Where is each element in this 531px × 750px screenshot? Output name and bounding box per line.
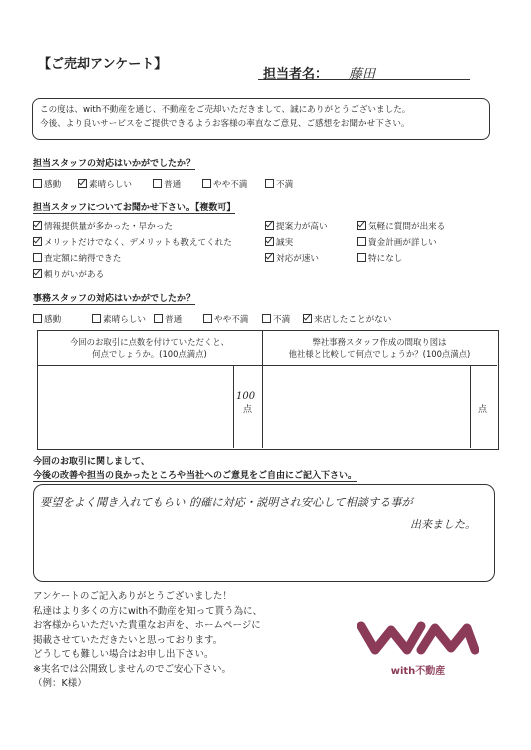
q2-checkbox-3[interactable] bbox=[33, 237, 42, 246]
q1-option-4[interactable]: 不満 bbox=[265, 178, 293, 190]
q4-question-line-1: 今回のお取引に関しまして、 bbox=[33, 457, 150, 467]
q2-option-6[interactable]: 査定額に納得できた bbox=[33, 252, 121, 264]
q4-question bbox=[33, 455, 357, 483]
closing-line-4: 掲載させていただきたいと思っております。 bbox=[33, 634, 223, 646]
comment-answer-line-2: 出来ました。 bbox=[410, 518, 476, 531]
staff-name-value: 藤田 bbox=[349, 67, 376, 82]
q4-question-line-2: 今後の改善や担当の良かったところや当社へのご意見をご自由にご記入下さい。 bbox=[33, 471, 358, 481]
score-right-unit: 点 bbox=[478, 405, 488, 415]
q2-option-4[interactable]: 誠実 bbox=[265, 236, 293, 248]
q3-checkbox-0[interactable] bbox=[33, 314, 42, 323]
q3-option-5[interactable]: 来店したことがない bbox=[303, 313, 391, 325]
q3-checkbox-1[interactable] bbox=[92, 314, 101, 323]
q2-option-5[interactable]: 資金計画が詳しい bbox=[357, 236, 437, 248]
q1-checkbox-1[interactable] bbox=[78, 179, 87, 188]
q2-option-9[interactable]: 頼りがいがある bbox=[33, 268, 104, 280]
q3-checkbox-4[interactable] bbox=[262, 314, 271, 323]
q2-checkbox-5[interactable] bbox=[357, 237, 366, 246]
q1-option-3[interactable]: やや不満 bbox=[202, 178, 247, 190]
q1-question bbox=[33, 156, 195, 169]
q3-option-4[interactable]: 不満 bbox=[262, 313, 290, 325]
q2-checkbox-7[interactable] bbox=[265, 253, 274, 262]
q2-question bbox=[33, 200, 235, 213]
closing-line-1: アンケートのご記入ありがとうございました！ bbox=[33, 591, 232, 602]
score-right-unit-line bbox=[470, 365, 471, 448]
survey-title: 【ご売却アンケート】 bbox=[38, 57, 168, 72]
q1-checkbox-4[interactable] bbox=[265, 179, 274, 188]
q2-checkbox-8[interactable] bbox=[357, 253, 366, 262]
logo-mark-icon bbox=[357, 620, 479, 656]
closing-line-3: お客様からいただいた貴重なお声を、ホームページに bbox=[33, 620, 261, 631]
score-right-header bbox=[262, 336, 497, 360]
q2-question-text: 担当スタッフについてお聞かせ下さい。【複数可】 bbox=[33, 203, 236, 213]
q2-checkbox-6[interactable] bbox=[33, 253, 42, 262]
q1-option-0[interactable]: 感動 bbox=[33, 178, 61, 190]
q2-option-0[interactable]: 情報提供量が多かった・早かった bbox=[33, 220, 173, 232]
q3-checkbox-5[interactable] bbox=[303, 314, 312, 323]
score-left-unit: 点 bbox=[243, 405, 253, 415]
score-left-unit-line bbox=[233, 365, 234, 448]
intro-line-2: 今後、より良いサービスをご提供できるようお客様の率直なご意見、ご感想をお聞かせ下さい。 bbox=[40, 119, 410, 129]
q2-checkbox-9[interactable] bbox=[33, 269, 42, 278]
q3-question-text: 事務スタッフの対応はいかがでしたか？ bbox=[33, 294, 196, 304]
q2-option-2[interactable]: 気軽に質問が出来る bbox=[357, 220, 445, 232]
score-left-header-line-2: 何点でしょうか。(100点満点) bbox=[92, 349, 207, 359]
q2-option-1[interactable]: 提案力が高い bbox=[265, 220, 328, 232]
intro-line-1: この度は、with不動産を通じ、不動産をご売却いただきまして、誠にありがとうございました。 bbox=[40, 105, 411, 115]
q3-option-1[interactable]: 素晴らしい bbox=[92, 313, 146, 325]
q2-checkbox-0[interactable] bbox=[33, 221, 42, 230]
q3-option-3[interactable]: やや不満 bbox=[203, 313, 248, 325]
q3-question bbox=[33, 291, 195, 304]
q2-option-7[interactable]: 対応が速い bbox=[265, 252, 319, 264]
closing-line-5: どうしても難しい場合はお申し出下さい。 bbox=[33, 649, 214, 660]
q2-checkbox-1[interactable] bbox=[265, 221, 274, 230]
q1-checkbox-0[interactable] bbox=[33, 179, 42, 188]
score-left-header-line-1: 今回のお取引に点数を付けていただくと、 bbox=[69, 337, 230, 347]
score-right-header-line-2: 他社様と比較して何点でしょうか？(100点満点) bbox=[288, 349, 471, 359]
q2-checkbox-4[interactable] bbox=[265, 237, 274, 246]
closing-text bbox=[33, 590, 262, 692]
q1-option-2[interactable]: 普通 bbox=[153, 178, 181, 190]
comment-answer-line-1: 要望をよく聞き入れてもらい 的確に対応・説明され安心して相談する事が bbox=[40, 496, 413, 509]
score-left-value[interactable]: 100 bbox=[236, 391, 256, 402]
q2-option-8[interactable]: 特になし bbox=[357, 252, 402, 264]
q2-option-3[interactable]: メリットだけでなく、デメリットも教えてくれた bbox=[33, 236, 232, 248]
intro-box bbox=[32, 98, 490, 140]
closing-line-6: ※実名では公開致しませんのでご安心下さい。 bbox=[33, 663, 231, 675]
score-left-header bbox=[37, 336, 262, 360]
logo-text: with不動産 bbox=[390, 666, 446, 677]
staff-name-underline bbox=[258, 79, 470, 80]
q1-checkbox-2[interactable] bbox=[153, 179, 162, 188]
company-logo bbox=[357, 620, 479, 676]
q3-checkbox-2[interactable] bbox=[154, 314, 163, 323]
q3-option-2[interactable]: 普通 bbox=[154, 313, 182, 325]
q3-checkbox-3[interactable] bbox=[203, 314, 212, 323]
score-table-divider bbox=[37, 365, 497, 366]
q1-question-text: 担当スタッフの対応はいかがでしたか？ bbox=[33, 159, 196, 169]
score-right-header-line-1: 弊社事務スタッフ作成の間取り図は bbox=[312, 337, 447, 347]
q2-checkbox-2[interactable] bbox=[357, 221, 366, 230]
closing-line-2: 私達はより多くの方にwith不動産を知って貰う為に、 bbox=[33, 605, 263, 617]
q1-checkbox-3[interactable] bbox=[202, 179, 211, 188]
q3-option-0[interactable]: 感動 bbox=[33, 313, 61, 325]
closing-line-7: （例：K様） bbox=[33, 678, 87, 689]
staff-name-label: 担当者名： bbox=[263, 67, 329, 82]
q1-option-1[interactable]: 素晴らしい bbox=[78, 178, 132, 190]
